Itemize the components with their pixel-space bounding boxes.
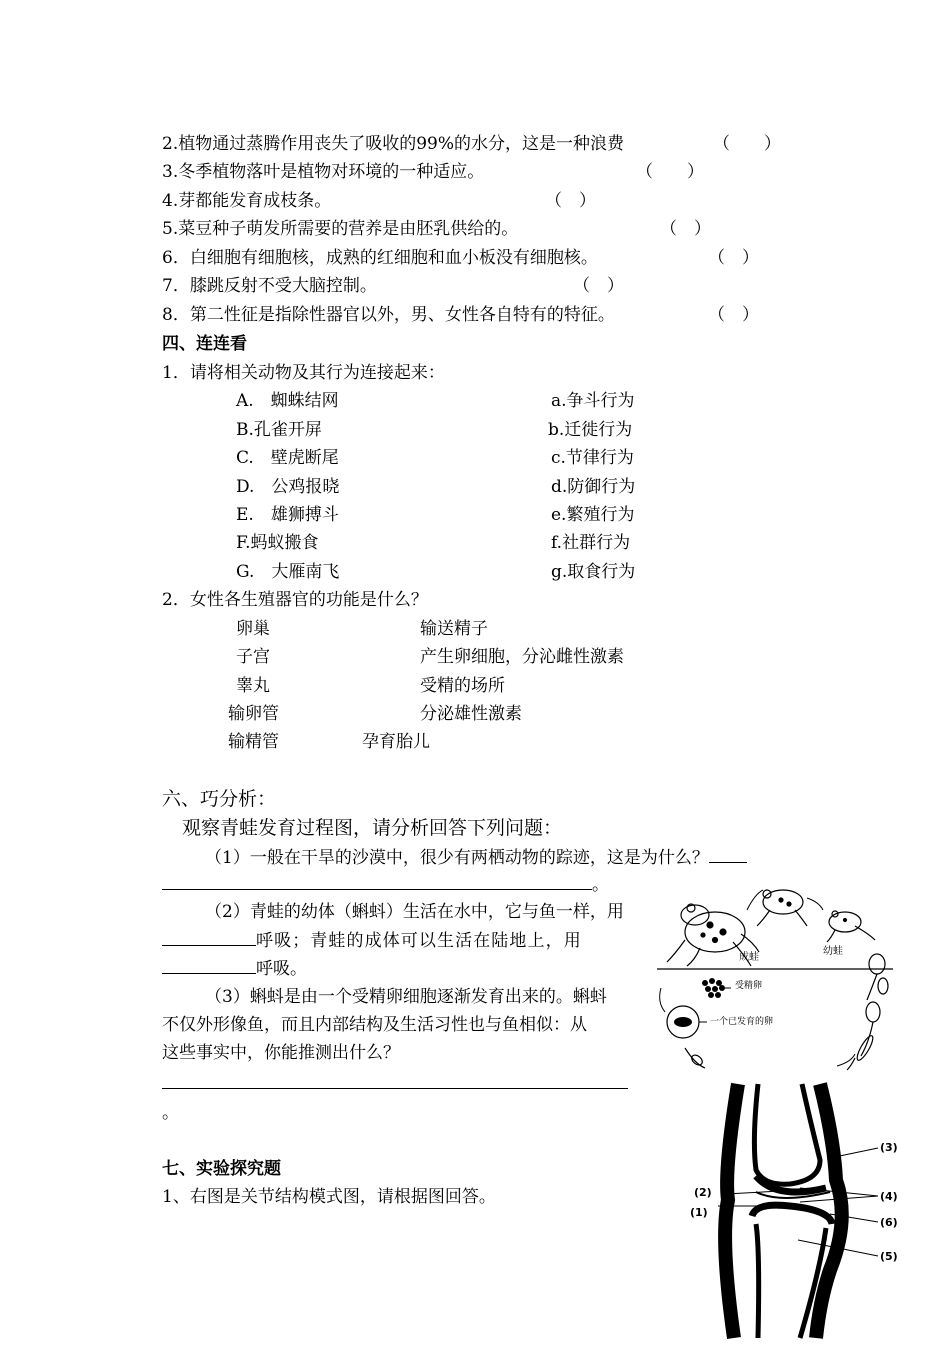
function-item[interactable]: 产生卵细胞，分沁雌性激素 — [420, 647, 624, 667]
match-left-item[interactable]: B.孔雀开屏 — [236, 420, 322, 440]
judge-item-8: 8．第二性征是指除性器官以外，男、女性各自特有的特征。 — [162, 305, 615, 325]
judge-item-6: 6．白细胞有细胞核，成熟的红细胞和血小板没有细胞核。 — [162, 248, 598, 268]
function-item[interactable]: 受精的场所 — [420, 676, 505, 696]
period: 。 — [162, 1103, 179, 1123]
match-right-item[interactable]: b.迁徙行为 — [548, 420, 633, 440]
organ-item[interactable]: 睾丸 — [236, 676, 270, 696]
analysis-q3a: （3）蝌蚪是由一个受精卵细胞逐渐发育出来的。蝌蚪 — [205, 987, 607, 1007]
section-heading-experiment: 七、实验探究题 — [162, 1159, 281, 1179]
judge-item-3: 3.冬季植物落叶是植物对环境的一种适应。 — [162, 162, 485, 182]
joint-label-6: (6) — [880, 1216, 898, 1229]
answer-paren[interactable]: （ ） — [573, 276, 624, 296]
function-item[interactable]: 输送精子 — [420, 619, 488, 639]
period: 。 — [592, 875, 609, 895]
match-left-item[interactable]: A. 蜘蛛结网 — [236, 391, 339, 411]
analysis-q1-text: （1）一般在干旱的沙漠中，很少有两栖动物的踪迹，这是为什么？ — [205, 848, 709, 868]
match-left-item[interactable]: G. 大雁南飞 — [236, 562, 340, 582]
joint-label-2: (2) — [694, 1186, 712, 1199]
judge-item-2: 2.植物通过蒸腾作用丧失了吸收的99%的水分，这是一种浪费 — [162, 134, 625, 154]
judge-item-5: 5.菜豆种子萌发所需要的营养是由胚乳供给的。 — [162, 219, 519, 239]
match-right-item[interactable]: f.社群行为 — [551, 533, 631, 553]
judge-item-7: 7．膝跳反射不受大脑控制。 — [162, 276, 377, 296]
analysis-q2c-text: 呼吸。 — [256, 959, 307, 979]
analysis-q2b — [162, 929, 582, 952]
match-right-item[interactable]: e.繁殖行为 — [551, 505, 635, 525]
analysis-q2b-text: 呼吸；青蛙的成体可以生活在陆地上，用 — [256, 931, 582, 951]
organ-item[interactable]: 输精管 — [228, 732, 279, 752]
frog-development-figure — [655, 880, 895, 1076]
analysis-q1 — [205, 846, 747, 869]
analysis-q3b: 不仅外形像鱼，而且内部结构及生活习性也与鱼相似：从 — [162, 1015, 587, 1035]
match-right-item[interactable]: g.取食行为 — [551, 562, 636, 582]
organ-item[interactable]: 卵巢 — [236, 619, 270, 639]
answer-paren[interactable]: （ ） — [660, 219, 711, 239]
answer-paren[interactable]: （ ） — [708, 305, 759, 325]
match-left-item[interactable]: D. 公鸡报晓 — [236, 477, 340, 497]
answer-blank[interactable] — [162, 929, 256, 946]
match-left-item[interactable]: F.蚂蚁搬食 — [236, 533, 319, 553]
match-left-item[interactable]: C. 壁虎断尾 — [236, 448, 339, 468]
answer-paren[interactable]: （ ） — [636, 162, 704, 182]
function-item[interactable]: 分泌雄性激素 — [420, 704, 522, 724]
analysis-q2c — [162, 957, 307, 980]
answer-paren[interactable]: （ ） — [713, 134, 781, 154]
answer-line[interactable] — [162, 1088, 628, 1089]
figure-label-young: 幼蛙 — [823, 946, 843, 957]
answer-paren[interactable]: （ ） — [708, 248, 759, 268]
analysis-intro: 观察青蛙发育过程图，请分析回答下列问题： — [182, 817, 563, 839]
analysis-q1-cont — [162, 873, 609, 896]
function-item[interactable]: 孕育胎儿 — [362, 732, 430, 752]
match-right-item[interactable]: c.节律行为 — [551, 448, 634, 468]
judge-item-4: 4.芽都能发育成枝条。 — [162, 191, 332, 211]
joint-label-1: (1) — [690, 1206, 708, 1219]
figure-label-developed-egg: 一个已发育的卵 — [710, 1017, 774, 1027]
joint-label-5: (5) — [880, 1250, 898, 1263]
organ-item[interactable]: 输卵管 — [228, 704, 279, 724]
figure-label-egg: 受精卵 — [735, 981, 763, 991]
figure-label-adult: 成蛙 — [739, 952, 759, 963]
joint-structure-figure — [680, 1080, 905, 1342]
match-question-1: 1．请将相关动物及其行为连接起来： — [162, 363, 445, 383]
match-question-2: 2．女性各生殖器官的功能是什么？ — [162, 590, 428, 610]
section-heading-analysis: 六、巧分析： — [162, 788, 277, 810]
match-right-item[interactable]: d.防御行为 — [551, 477, 636, 497]
section-heading-match: 四、连连看 — [162, 334, 247, 354]
joint-label-3: (3) — [880, 1141, 898, 1154]
analysis-q2a: （2）青蛙的幼体（蝌蚪）生活在水中，它与鱼一样，用 — [205, 902, 624, 922]
analysis-q3c: 这些事实中，你能推测出什么？ — [162, 1043, 400, 1063]
frog-cycle-illustration — [655, 880, 895, 1076]
answer-blank[interactable] — [709, 846, 747, 863]
answer-paren[interactable]: （ ） — [545, 191, 596, 211]
match-left-item[interactable]: E. 雄狮搏斗 — [236, 505, 339, 525]
experiment-q1: 1、右图是关节结构模式图，请根据图回答。 — [162, 1187, 496, 1207]
joint-illustration — [680, 1080, 905, 1342]
answer-blank[interactable] — [162, 957, 256, 974]
joint-label-4: (4) — [880, 1190, 898, 1203]
organ-item[interactable]: 子宫 — [236, 647, 270, 667]
answer-blank[interactable] — [162, 873, 592, 890]
match-right-item[interactable]: a.争斗行为 — [551, 391, 635, 411]
